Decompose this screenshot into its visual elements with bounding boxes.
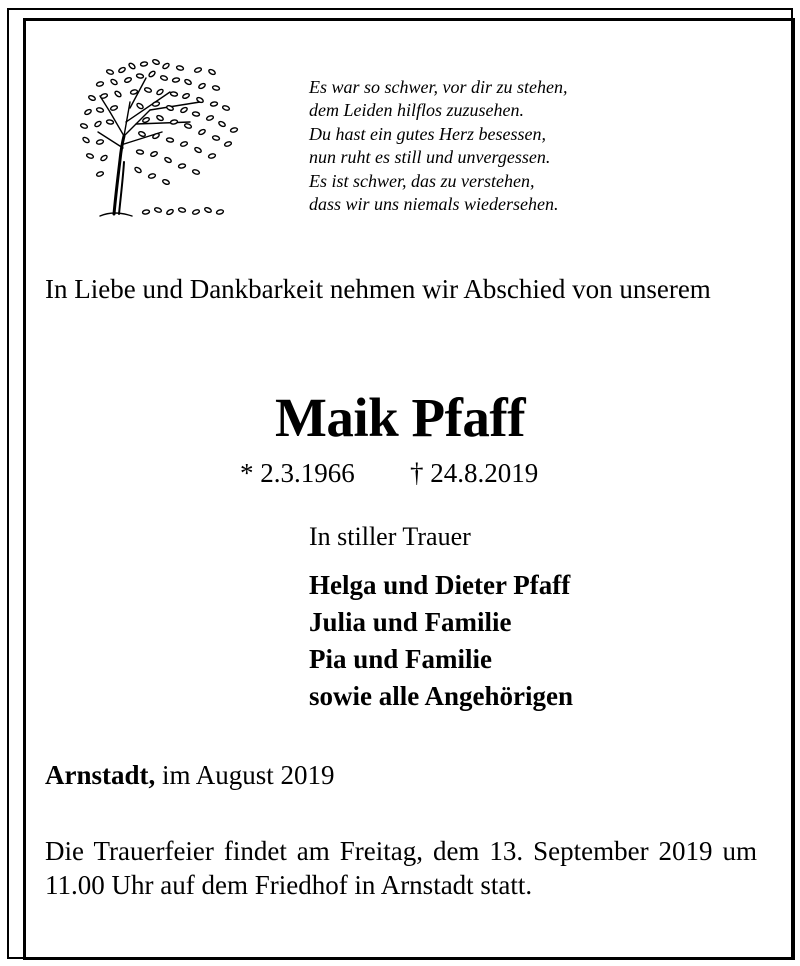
poem-line: Du hast ein gutes Herz besessen,	[309, 123, 546, 144]
mourner-name: Helga und Dieter Pfaff	[309, 570, 571, 600]
tree-icon	[70, 52, 250, 224]
mourner-name: sowie alle Angehörigen	[309, 681, 573, 711]
place-name: Arnstadt,	[45, 760, 156, 790]
mourner-name: Julia und Familie	[309, 607, 512, 637]
poem-line: dem Leiden hilflos zuzusehen.	[309, 100, 524, 121]
birth-date: * 2.3.1966	[240, 458, 355, 488]
poem-line: Es war so schwer, vor dir zu stehen,	[309, 77, 568, 97]
mourners-list	[309, 567, 573, 715]
mourning-heading: In stiller Trauer	[309, 522, 471, 551]
place-date-line	[45, 758, 335, 792]
intro-text: In Liebe und Dankbarkeit nehmen wir Abschied von unserem	[45, 274, 711, 304]
death-date: † 24.8.2019	[410, 458, 539, 488]
poem-line: Es ist schwer, das zu verstehen,	[309, 170, 535, 191]
poem-line: nun ruht es still und unvergessen.	[309, 147, 551, 168]
ceremony-text: Die Trauerfeier findet am Freitag, dem 13. September 2019 um 11.00 Uhr auf dem Friedhof in Arnstadt statt.	[45, 836, 757, 900]
announcement-date: im August 2019	[162, 760, 335, 790]
deceased-name: Maik Pfaff	[274, 387, 526, 448]
poem	[309, 76, 709, 216]
mourner-name: Pia und Familie	[309, 644, 493, 674]
poem-line: dass wir uns niemals wiedersehen.	[309, 194, 559, 215]
